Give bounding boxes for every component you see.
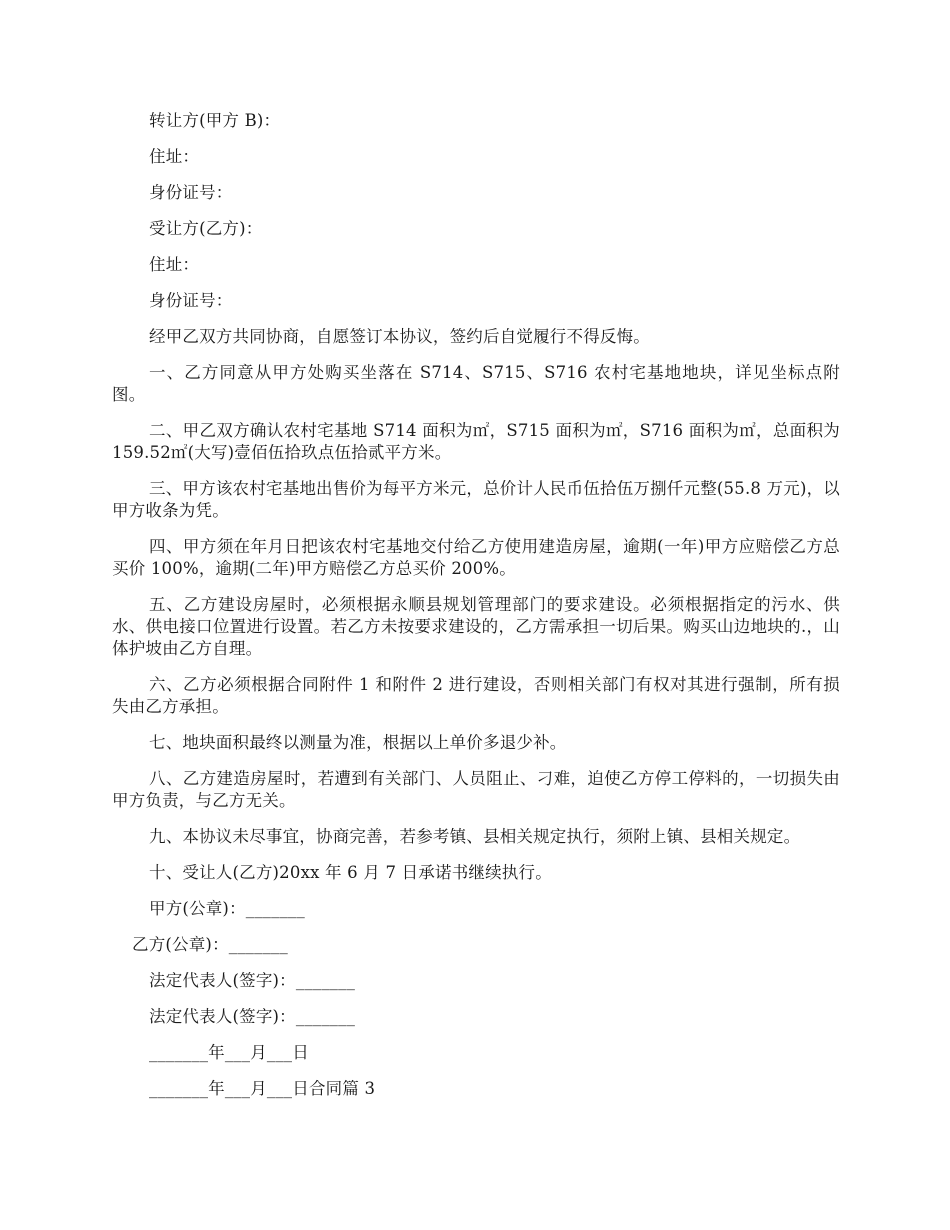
transferor-label: 转让方(甲方 B)： xyxy=(149,111,281,130)
transferee-id-number: 身份证号： xyxy=(149,291,233,310)
clause-4: 四、甲方须在年月日把该农村宅基地交付给乙方使用建造房屋，逾期(一年)甲方应赔偿乙方总买价 100%，逾期(二年)甲方赔偿乙方总买价 200%。 xyxy=(112,537,840,578)
transferee-address: 住址： xyxy=(149,255,200,274)
clause-3: 三、甲方该农村宅基地出售价为每平方米元，总价计人民币伍拾伍万捌仟元整(55.8 万元)，以甲方收条为凭。 xyxy=(112,479,840,520)
clause-9: 九、本协议未尽事宜，协商完善，若参考镇、县相关规定执行，须附上镇、县相关规定。 xyxy=(149,827,801,846)
party-b-seal-line: 乙方(公章)：_______ xyxy=(132,935,288,954)
party-a-seal-line: 甲方(公章)：_______ xyxy=(149,899,305,918)
agreement-intro: 经甲乙双方共同协商，自愿签订本协议，签约后自觉履行不得反悔。 xyxy=(149,327,650,346)
clause-8: 八、乙方建造房屋时，若遭到有关部门、人员阻止、刁难，迫使乙方停工停料的，一切损失由甲方负责，与乙方无关。 xyxy=(112,769,840,810)
date-line-contract-3: _______年___月___日合同篇 3 xyxy=(149,1079,376,1098)
clause-7: 七、地块面积最终以测量为准，根据以上单价多退少补。 xyxy=(149,733,567,752)
transferor-id-number: 身份证号： xyxy=(149,183,233,202)
transferor-address: 住址： xyxy=(149,147,200,166)
date-line: _______年___月___日 xyxy=(149,1043,309,1062)
document-body xyxy=(112,110,840,1114)
clause-10: 十、受让人(乙方)20xx 年 6 月 7 日承诺书继续执行。 xyxy=(149,863,552,882)
transferee-label: 受让方(乙方)： xyxy=(149,219,263,238)
clause-2: 二、甲乙双方确认农村宅基地 S714 面积为㎡，S715 面积为㎡，S716 面积为㎡，总面积为 159.52㎡(大写)壹佰伍拾玖点伍拾贰平方米。 xyxy=(112,421,840,462)
legal-representative-signature-b: 法定代表人(签字)：_______ xyxy=(149,1007,356,1026)
clause-1: 一、乙方同意从甲方处购买坐落在 S714、S715、S716 农村宅基地地块，详见坐标点附图。 xyxy=(112,363,840,404)
legal-representative-signature-a: 法定代表人(签字)：_______ xyxy=(149,971,356,990)
clause-6: 六、乙方必须根据合同附件 1 和附件 2 进行建设，否则相关部门有权对其进行强制，所有损失由乙方承担。 xyxy=(112,675,840,716)
clause-5: 五、乙方建设房屋时，必须根据永顺县规划管理部门的要求建设。必须根据指定的污水、供水、供电接口位置进行设置。若乙方未按要求建设的，乙方需承担一切后果。购买山边地块的.，山体护坡由乙方自理。 xyxy=(112,595,840,658)
